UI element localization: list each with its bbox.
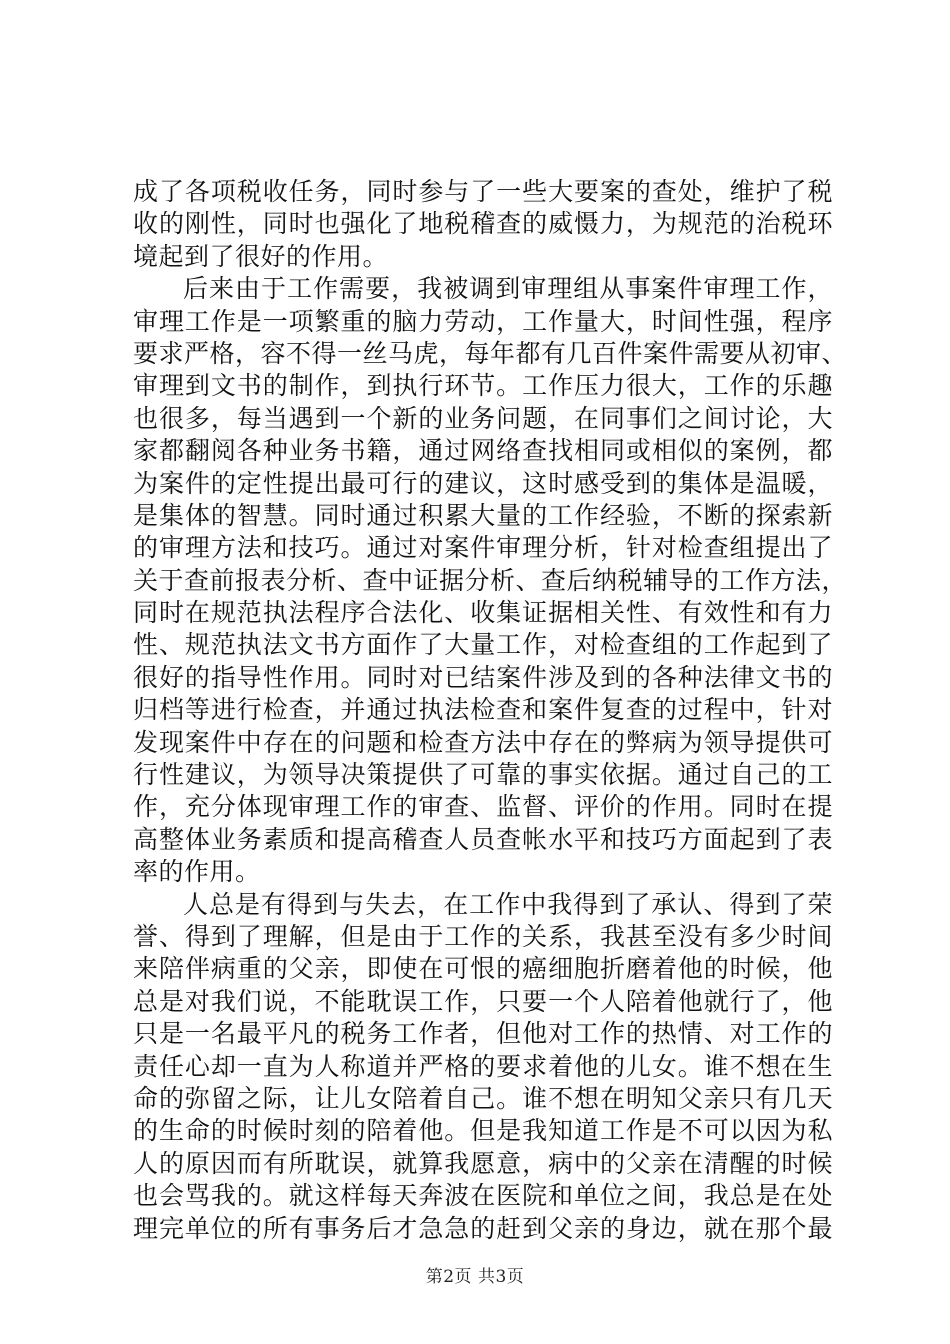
text-line: 家都翻阅各种业务书籍，通过网络查找相同或相似的案例，都 — [133, 436, 833, 466]
text-line: 行性建议，为领导决策提供了可靠的事实依据。通过自己的工 — [133, 760, 833, 790]
text-line: 只是一名最平凡的税务工作者，但他对工作的热情、对工作的 — [133, 1019, 833, 1049]
text-line: 同时在规范执法程序合法化、收集证据相关性、有效性和有力 — [133, 598, 833, 628]
text-line: 成了各项税收任务，同时参与了一些大要案的查处，维护了税 — [133, 177, 833, 206]
text-line: 后来由于工作需要，我被调到审理组从事案件审理工作， — [183, 274, 833, 304]
text-line: 的生命的时候时刻的陪着他。但是我知道工作是不可以因为私 — [133, 1116, 833, 1146]
text-line: 人总是有得到与失去，在工作中我得到了承认、得到了荣 — [183, 889, 833, 919]
body-text — [133, 176, 848, 1245]
text-line: 归档等进行检查，并通过执法检查和案件复查的过程中，针对 — [133, 695, 833, 725]
text-line: 是集体的智慧。同时通过积累大量的工作经验，不断的探索新 — [133, 500, 833, 530]
text-line: 责任心却一直为人称道并严格的要求着他的儿女。谁不想在生 — [133, 1051, 833, 1081]
text-line: 人的原因而有所耽误，就算我愿意，病中的父亲在清醒的时候 — [133, 1148, 833, 1178]
text-line: 率的作用。 — [133, 857, 261, 887]
text-line: 审理工作是一项繁重的脑力劳动，工作量大，时间性强，程序 — [133, 306, 833, 336]
text-line: 要求严格，容不得一丝马虎，每年都有几百件案件需要从初审、 — [133, 338, 848, 368]
text-line: 的审理方法和技巧。通过对案件审理分析，针对检查组提出了 — [133, 533, 833, 563]
text-line: 也会骂我的。就这样每天奔波在医院和单位之间，我总是在处 — [133, 1181, 833, 1211]
text-line: 审理到文书的制作，到执行环节。工作压力很大，工作的乐趣 — [133, 371, 833, 401]
text-line: 作，充分体现审理工作的审查、监督、评价的作用。同时在提 — [133, 792, 833, 822]
text-line: 誉、得到了理解，但是由于工作的关系，我甚至没有多少时间 — [133, 921, 833, 951]
text-line: 来陪伴病重的父亲，即使在可恨的癌细胞折磨着他的时候，他 — [133, 954, 833, 984]
text-line: 为案件的定性提出最可行的建议，这时感受到的集体是温暖， — [133, 468, 833, 498]
text-line: 境起到了很好的作用。 — [133, 241, 389, 271]
text-line: 很好的指导性作用。同时对已结案件涉及到的各种法律文书的 — [133, 662, 833, 692]
text-line: 也很多，每当遇到一个新的业务问题，在同事们之间讨论，大 — [133, 403, 833, 433]
text-line: 理完单位的所有事务后才急急的赶到父亲的身边，就在那个最 — [133, 1213, 833, 1243]
text-line: 高整体业务素质和提高稽查人员查帐水平和技巧方面起到了表 — [133, 824, 833, 854]
text-line: 总是对我们说，不能耽误工作，只要一个人陪着他就行了，他 — [133, 986, 833, 1016]
text-line: 性、规范执法文书方面作了大量工作，对检查组的工作起到了 — [133, 630, 833, 660]
text-line: 命的弥留之际，让儿女陪着自己。谁不想在明知父亲只有几天 — [133, 1083, 833, 1113]
text-line: 收的刚性，同时也强化了地税稽查的威慑力，为规范的治税环 — [133, 209, 833, 239]
text-line: 发现案件中存在的问题和检查方法中存在的弊病为领导提供可 — [133, 727, 833, 757]
text-line: 关于查前报表分析、查中证据分析、查后纳税辅导的工作方法， — [133, 565, 848, 595]
page-footer: 第2页 共3页 — [425, 1267, 525, 1287]
